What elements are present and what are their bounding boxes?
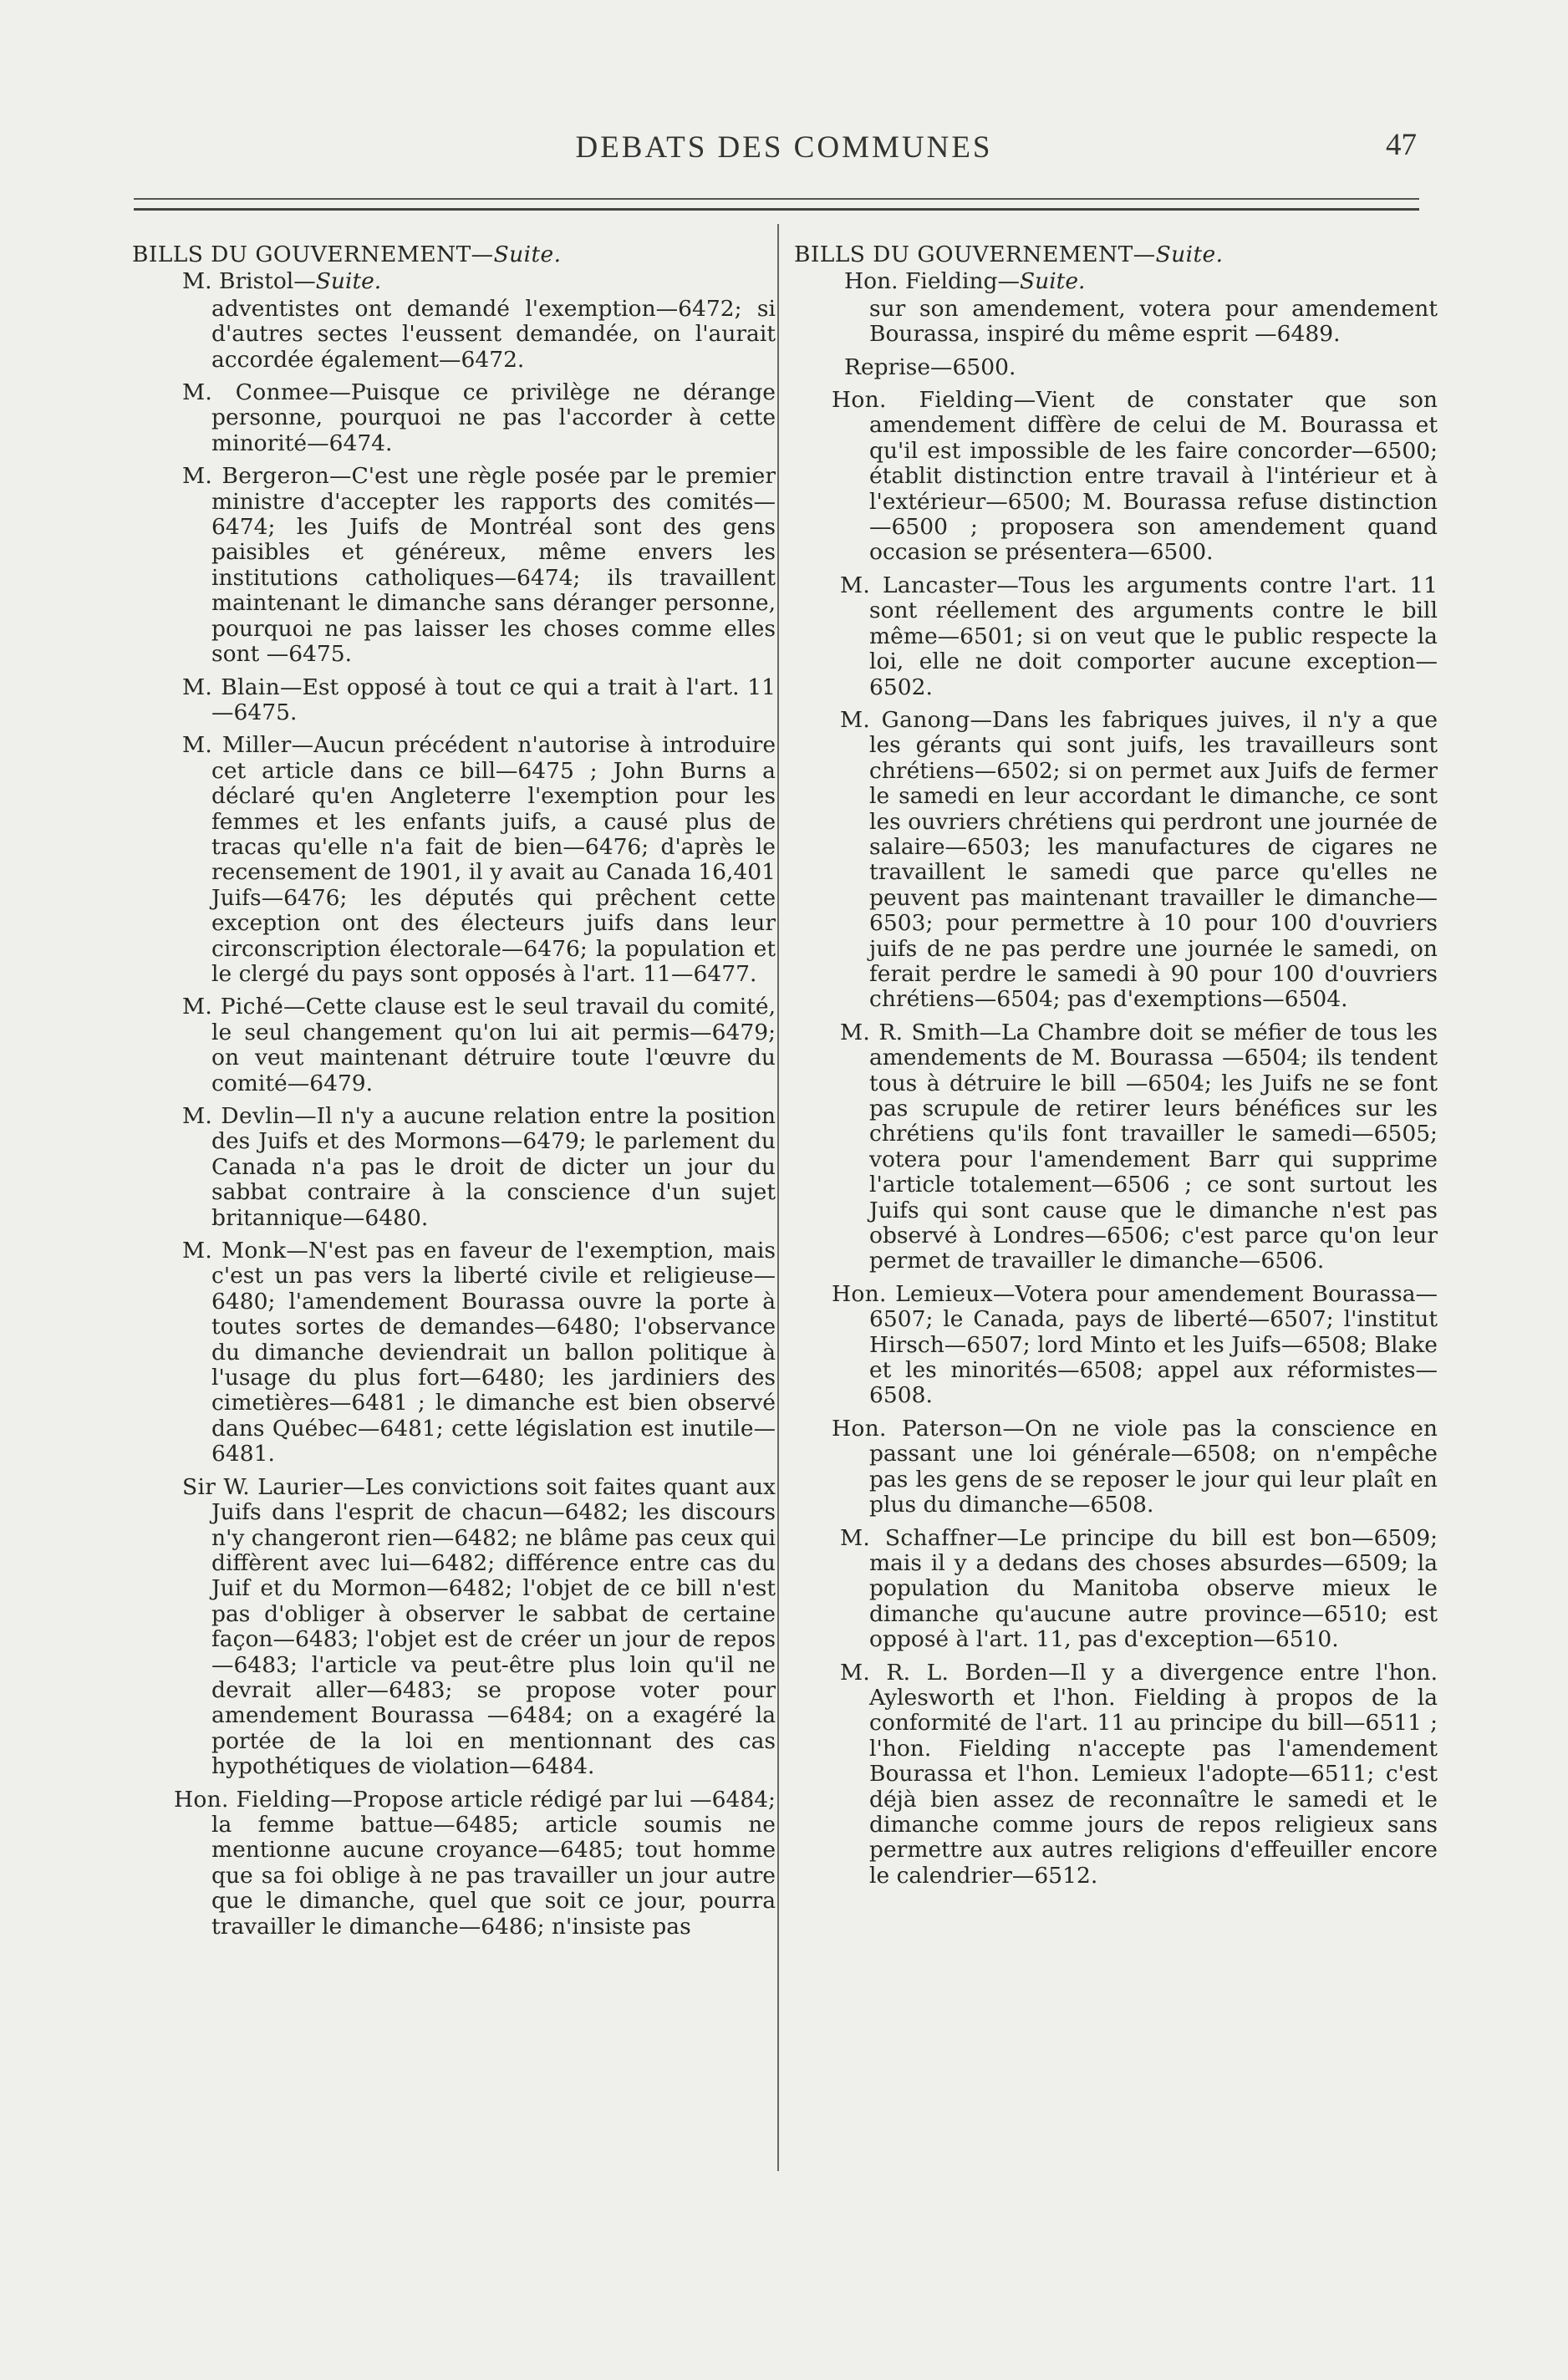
- running-head: DEBATS DES COMMUNES: [575, 130, 993, 165]
- continued-speaker-name: M. Bristol—: [182, 268, 316, 295]
- entry-text: —On ne viole pas la conscience en passant une loi générale—6508; on n'empêche pas les gens de se reposer le jour qui leur plaît en plus du dimanche—6508.: [869, 1415, 1438, 1518]
- speaker-name: M. Devlin: [182, 1103, 295, 1129]
- column-divider: [777, 224, 779, 2171]
- entry-text: —Dans les fabriques juives, il n'y a que les gérants qui sont juifs, les travailleurs sont chrétiens—6502; si on permet aux Juifs de fermer le samedi en leur accordant le dimanche, ce sont les ouvriers chrétiens qui perdront une journée de salaire—6503; les manufactures de cigares ne travaillent le samedi que parce qu'elles ne peuvent pas maintenant travailler le dimanche—6503; pour permettre à 10 pour 100 d'ouvriers juifs de ne pas perdre une journée le samedi, on ferait perdre le samedi à 90 pour 100 d'ouvriers chrétiens—6504; pas d'exemptions—6504.: [869, 706, 1438, 1013]
- debate-entry: [794, 1526, 1438, 1653]
- right-column: [794, 242, 1438, 1896]
- section-suite: Suite.: [1155, 242, 1224, 267]
- continued-speaker: [794, 269, 1438, 294]
- speaker-name: M. Conmee: [182, 379, 329, 406]
- debate-entry: [132, 1475, 776, 1780]
- entry-text: —Propose article rédigé par lui —6484; la femme battue—6485; article soumis ne mentionne aucune croyance—6485; tout homme que sa foi oblige à ne pas travailler un jour autre que le dimanche, quel que soit ce jour, pourra travailler le dimanche—6486; n'insiste pas: [211, 1786, 776, 1940]
- page-number: 47: [1386, 128, 1417, 162]
- section-suite: Suite.: [493, 242, 562, 267]
- continued-speaker-name: Hon. Fielding—: [844, 268, 1020, 295]
- section-title-text: BILLS DU GOUVERNEMENT—: [132, 242, 494, 267]
- section-title: [132, 242, 776, 267]
- entry-text: —Tous les arguments contre l'art. 11 sont réellement des arguments contre le bill même—6501; si on veut que le public respecte la loi, elle ne doit comporter aucune exception—6502.: [869, 572, 1438, 700]
- speaker-name: Hon. Fielding: [832, 387, 1014, 414]
- entry-text: —Il n'y a aucune relation entre la position des Juifs et des Mormons—6479; le parlement du Canada n'a pas le droit de dicter un jour du sabbat contraire à la conscience d'un sujet britannique—6480.: [211, 1103, 776, 1231]
- debate-entry: [794, 1660, 1438, 1889]
- speaker-name: Hon. Paterson: [832, 1415, 1003, 1442]
- debate-entry: [794, 1020, 1438, 1274]
- speaker-name: M. Schaffner: [840, 1524, 997, 1551]
- debate-entry: [132, 380, 776, 456]
- continued-suite: Suite.: [1019, 268, 1086, 295]
- speaker-name: M. Monk: [182, 1238, 287, 1264]
- debate-entry: [794, 1416, 1438, 1518]
- speaker-name: Hon. Fielding: [174, 1786, 331, 1813]
- entry-text: —Aucun précédent n'autorise à introduire cet article dans ce bill—6475 ; John Burns a déclaré qu'en Angleterre l'exemption pour les femmes et les enfants juifs, a causé plus de tracas qu'elle n'a fait de bien—6476; d'après le recensement de 1901, il y avait au Canada 16,401 Juifs—6476; les députés qui prêchent cette exception ont des électeurs juifs dans leur circonscription électorale—6476; la population et le clergé du pays sont opposés à l'art. 11—6477.: [211, 732, 776, 987]
- entry-text: —La Chambre doit se méfier de tous les amendements de M. Bourassa —6504; ils tendent tous à détruire le bill —6504; les Juifs ne se font pas scrupule de retirer leurs bénéfices sur les chrétiens qu'ils font travailler le samedi—6505; votera pour l'amendement Barr qui supprime l'article totalement—6506 ; ce sont surtout les Juifs qui sont cause que le dimanche n'est pas observé à Londres—6506; c'est parce qu'on leur permet de travailler le dimanche—6506.: [869, 1019, 1438, 1274]
- debate-entry: [794, 708, 1438, 1013]
- entry-text: —Il y a divergence entre l'hon. Aylesworth et l'hon. Fielding à propos de la conformité de l'art. 11 au principe du bill—6511 ; l'hon. Fielding n'accepte pas l'amendement Bourassa et l'hon. Lemieux l'adopte—6511; c'est déjà bien assez de reconnaître le samedi et le dimanche comme jours de repos religieux sans permettre aux autres religions d'effeuiller encore le calendrier—6512.: [869, 1659, 1438, 1889]
- entry-text: —Puisque ce privilège ne dérange personne, pourquoi ne pas l'accorder à cette minorité—6474.: [211, 379, 776, 456]
- speaker-name: M. R. Smith: [840, 1019, 980, 1045]
- reprise-line: Reprise—6500.: [844, 353, 1016, 380]
- entry-text: —Est opposé à tout ce qui a trait à l'art. 11—6475.: [211, 674, 776, 725]
- speaker-name: M. Blain: [182, 674, 281, 700]
- continued-suite: Suite.: [315, 268, 382, 295]
- entry-text: —N'est pas en faveur de l'exemption, mais c'est un pas vers la liberté civile et religieuse—6480; l'amendement Bourassa ouvre la porte à toutes sortes de demandes—6480; l'observance du dimanche deviendrait un ballon politique à l'usage du plus fort—6480; les jardiniers des cimetières—6481 ; le dimanche est bien observé dans Québec—6481; cette législation est inutile—6481.: [211, 1238, 776, 1467]
- entry-text: —Votera pour amendement Bourassa—6507; le Canada, pays de liberté—6507; l'institut Hirsch—6507; lord Minto et les Juifs—6508; Blake et les minorités—6508; appel aux réformistes—6508.: [869, 1280, 1438, 1409]
- continued-text: adventistes ont demandé l'exemption—6472; si d'autres sectes l'eussent demandée, on l'aurait accordée également—6472.: [211, 295, 776, 373]
- left-column: [132, 242, 776, 1947]
- debate-entry: [794, 573, 1438, 700]
- header-rule-thin: [134, 198, 1419, 200]
- debate-entry: [794, 1282, 1438, 1409]
- debate-entry: [132, 994, 776, 1096]
- debate-entry: [132, 1788, 776, 1940]
- continued-text: sur son amendement, votera pour amendement Bourassa, inspiré du même esprit —6489.: [869, 295, 1438, 348]
- entry-text: —Cette clause est le seul travail du comité, le seul changement qu'on lui ait permis—6479; on veut maintenant détruire toute l'œuvre du comité—6479.: [211, 994, 776, 1096]
- speaker-name: M. Piché: [182, 994, 284, 1020]
- entry-text: —Vient de constater que son amendement diffère de celui de M. Bourassa et qu'il est impossible de les faire concorder—6500; établit distinction entre travail à l'intérieur et à l'extérieur—6500; M. Bourassa refuse distinction—6500 ; proposera son amendement quand occasion se présentera—6500.: [869, 387, 1438, 566]
- debate-entry: [132, 675, 776, 726]
- entry-text: —Les convictions soit faites quant aux Juifs dans l'esprit de chacun—6482; les discours n'y changeront rien—6482; ne blâme pas ceux qui diffèrent avec lui—6482; différence entre cas du Juif et du Mormon—6482; l'objet de ce bill n'est pas d'obliger à observer le sabbat de certaine façon—6483; l'objet est de créer un jour de repos—6483; l'article va peut-être plus loin qu'il ne devrait aller—6483; se propose voter pour amendement Bourassa —6484; on a exagéré la portée de la loi en mentionnant des cas hypothétiques de violation—6484.: [211, 1473, 776, 1780]
- speaker-name: M. R. L. Borden: [840, 1659, 1049, 1686]
- section-title: [794, 242, 1438, 267]
- speaker-name: Sir W. Laurier: [182, 1473, 344, 1500]
- speaker-name: M. Lancaster: [840, 572, 997, 598]
- debate-entry: [132, 1104, 776, 1231]
- section-title-text: BILLS DU GOUVERNEMENT—: [794, 242, 1156, 267]
- debate-entry: [132, 1238, 776, 1467]
- speaker-name: M. Bergeron: [182, 463, 330, 490]
- header-rule-thick: [134, 208, 1419, 211]
- speaker-name: M. Miller: [182, 732, 292, 759]
- debate-entry: [132, 733, 776, 987]
- entry-text: —Le principe du bill est bon—6509; mais il y a dedans des choses absurdes—6509; la population du Manitoba observe mieux le dimanche qu'aucune autre province—6510; est opposé à l'art. 11, pas d'exception—6510.: [869, 1524, 1438, 1653]
- debate-entry: [132, 464, 776, 667]
- debate-entry: [794, 388, 1438, 566]
- speaker-name: M. Ganong: [840, 706, 970, 733]
- speaker-name: Hon. Lemieux: [832, 1280, 993, 1307]
- continued-speaker: [132, 269, 776, 294]
- entry-text: —C'est une règle posée par le premier ministre d'accepter les rapports des comités—6474; les Juifs de Montréal sont des gens paisibles et généreux, même envers les institutions catholiques—6474; ils travaillent maintenant le dimanche sans déranger personne, pourquoi ne pas laisser les choses comme elles sont —6475.: [211, 463, 776, 668]
